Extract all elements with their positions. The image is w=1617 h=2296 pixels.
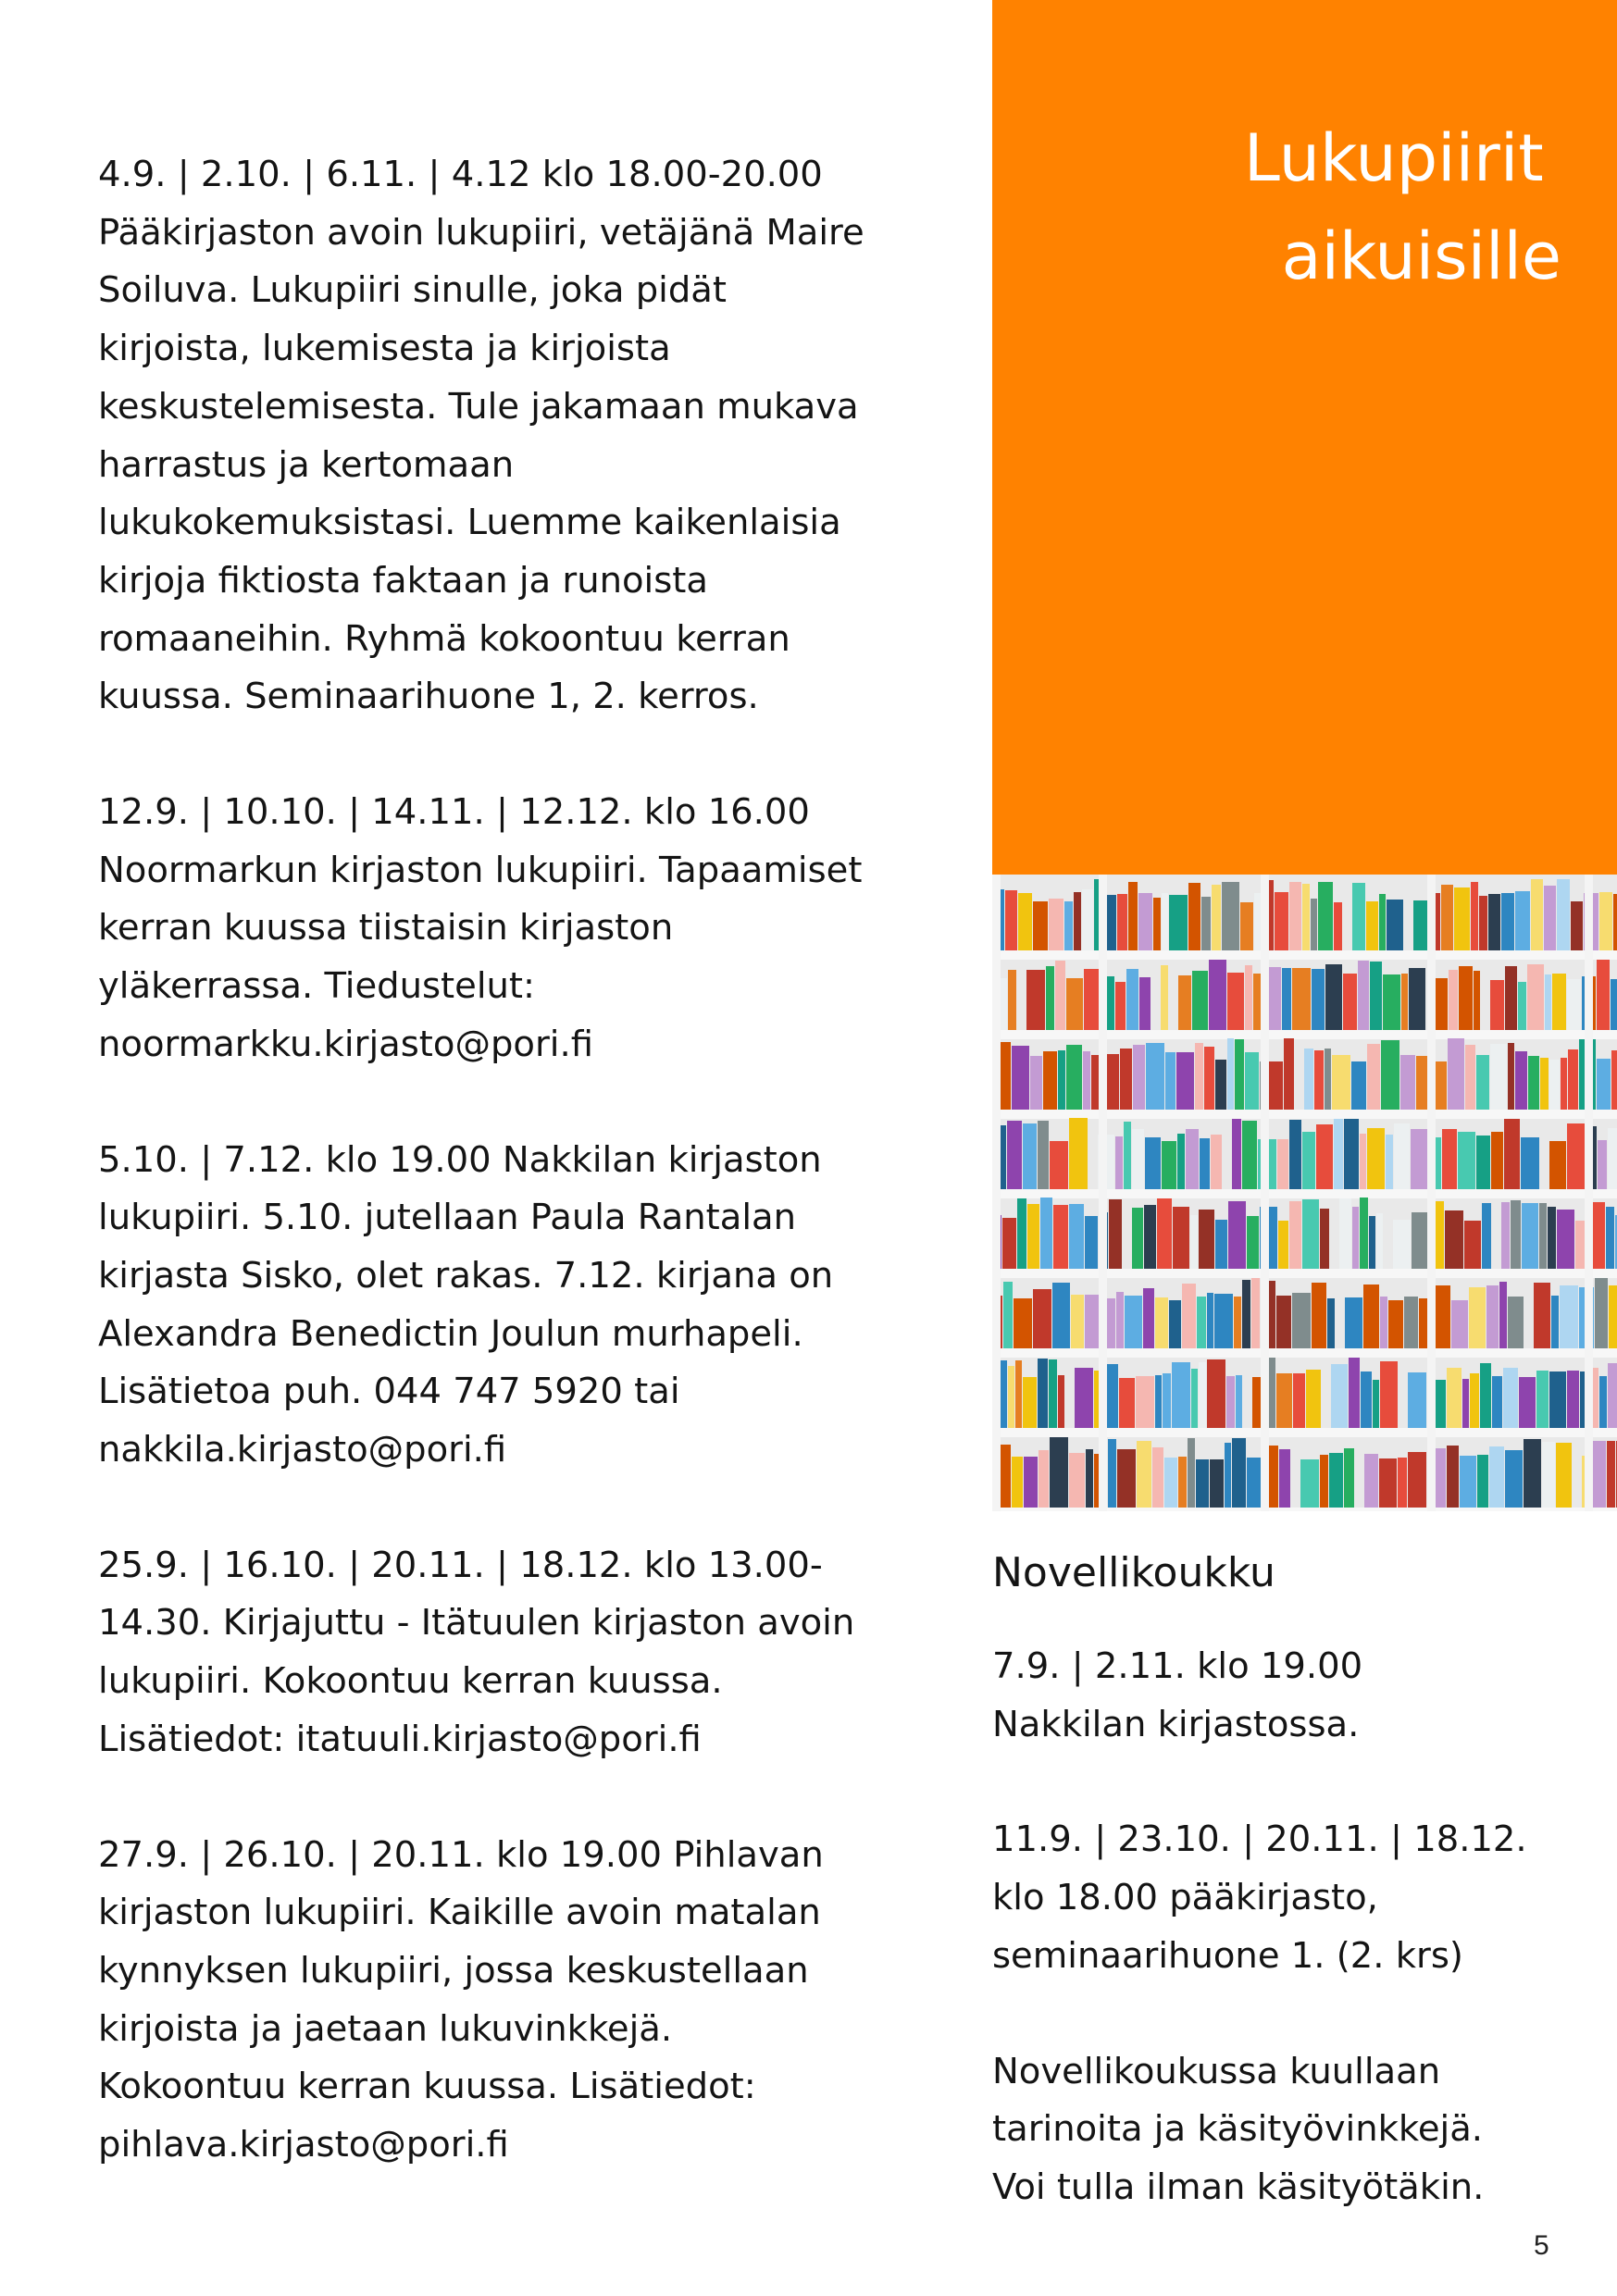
sidebar-block-3: [992, 2043, 1548, 2217]
event-line: Lisätietoa puh. 044 747 5920 tai: [98, 1371, 680, 1413]
event-3: [98, 1132, 931, 1480]
event-line: keskustelemisesta. Tule jakamaan mukava: [98, 385, 859, 428]
event-1: [98, 146, 931, 726]
event-line: Noormarkun kirjaston lukupiiri. Tapaamiset: [98, 849, 863, 891]
sidebar-line: Nakkilan kirjastossa.: [992, 1703, 1360, 1745]
event-line: harrastus ja kertomaan: [98, 443, 515, 486]
page-number: 5: [1534, 2230, 1549, 2261]
page-title-line: aikuisille: [1281, 218, 1561, 294]
event-line: lukukokemuksistasi. Luemme kaikenlaisia: [98, 502, 841, 544]
event-4: [98, 1537, 931, 1769]
event-line: 27.9. | 26.10. | 20.11. klo 19.00 Pihlavan: [98, 1833, 824, 1876]
section-heading: Novellikoukku: [992, 1549, 1275, 1596]
event-line: 4.9. | 2.10. | 6.11. | 4.12 klo 18.00-20.00: [98, 154, 823, 195]
event-line: lukupiiri. 5.10. jutellaan Paula Rantalan: [98, 1197, 797, 1239]
sidebar-block-1: [992, 1638, 1548, 1754]
event-email-link[interactable]: Lisätiedot: itatuuli.kirjasto@pori.fi: [98, 1718, 702, 1760]
event-email-link[interactable]: pihlava.kirjasto@pori.fi: [98, 2124, 509, 2166]
sidebar-line: seminaarihuone 1. (2. krs): [992, 1934, 1463, 1977]
sidebar-line: Novellikoukussa kuullaan: [992, 2050, 1441, 2092]
sidebar-block-2: [992, 1811, 1548, 1985]
event-email-link[interactable]: nakkila.kirjasto@pori.fi: [98, 1429, 507, 1471]
event-line: lukupiiri. Kokoontuu kerran kuussa.: [98, 1660, 723, 1703]
event-line: Pääkirjaston avoin lukupiiri, vetäjänä Maire: [98, 211, 864, 254]
event-line: 12.9. | 10.10. | 14.11. | 12.12. klo 16.00: [98, 791, 810, 834]
sidebar-line: klo 18.00 pääkirjasto,: [992, 1877, 1378, 1919]
event-line: yläkerrassa. Tiedustelut:: [98, 965, 536, 1008]
event-line: kirjaston lukupiiri. Kaikille avoin matalan: [98, 1892, 821, 1934]
event-line: kerran kuussa tiistaisin kirjaston: [98, 907, 674, 949]
event-line: kirjoja fiktiosta faktaan ja runoista: [98, 559, 708, 602]
event-line: kirjasta Sisko, olet rakas. 7.12. kirjana on: [98, 1254, 834, 1297]
event-line: kirjoista, lukemisesta ja kirjoista: [98, 328, 671, 370]
event-line: kynnyksen lukupiiri, jossa keskustellaan: [98, 1949, 809, 1992]
bookshelf-image: [992, 875, 1617, 1511]
sidebar-line: Voi tulla ilman käsityötäkin.: [992, 2166, 1485, 2208]
events-column: [98, 146, 931, 2232]
sidebar-line: 7.9. | 2.11. klo 19.00: [992, 1645, 1363, 1687]
event-line: 25.9. | 16.10. | 20.11. | 18.12. klo 13.00-: [98, 1544, 823, 1586]
event-line: 14.30. Kirjajuttu - Itätuulen kirjaston avoin: [98, 1602, 855, 1644]
page-title: [1226, 109, 1561, 305]
event-line: kuussa. Seminaarihuone 1, 2. kerros.: [98, 676, 759, 718]
event-line: Soiluva. Lukupiiri sinulle, joka pidät: [98, 269, 727, 312]
sidebar-line: 11.9. | 23.10. | 20.11. | 18.12.: [992, 1818, 1527, 1861]
event-5: [98, 1827, 931, 2175]
title-box: [992, 0, 1617, 875]
event-2: [98, 784, 931, 1074]
novellikoukku-section: [992, 1545, 1548, 2275]
sidebar-line: tarinoita ja käsityövinkkejä.: [992, 2108, 1484, 2151]
page-title-line: Lukupiirit: [1243, 120, 1544, 196]
event-line: Alexandra Benedictin Joulun murhapeli.: [98, 1312, 803, 1355]
event-line: kirjoista ja jaetaan lukuvinkkejä.: [98, 2007, 673, 2050]
bookshelf-illustration: [992, 875, 1617, 1511]
event-line: Kokoontuu kerran kuussa. Lisätiedot:: [98, 2066, 756, 2108]
event-line: 5.10. | 7.12. klo 19.00 Nakkilan kirjaston: [98, 1138, 822, 1181]
event-line: romaaneihin. Ryhmä kokoontuu kerran: [98, 617, 790, 660]
event-email-link[interactable]: noormarkku.kirjasto@pori.fi: [98, 1023, 593, 1065]
